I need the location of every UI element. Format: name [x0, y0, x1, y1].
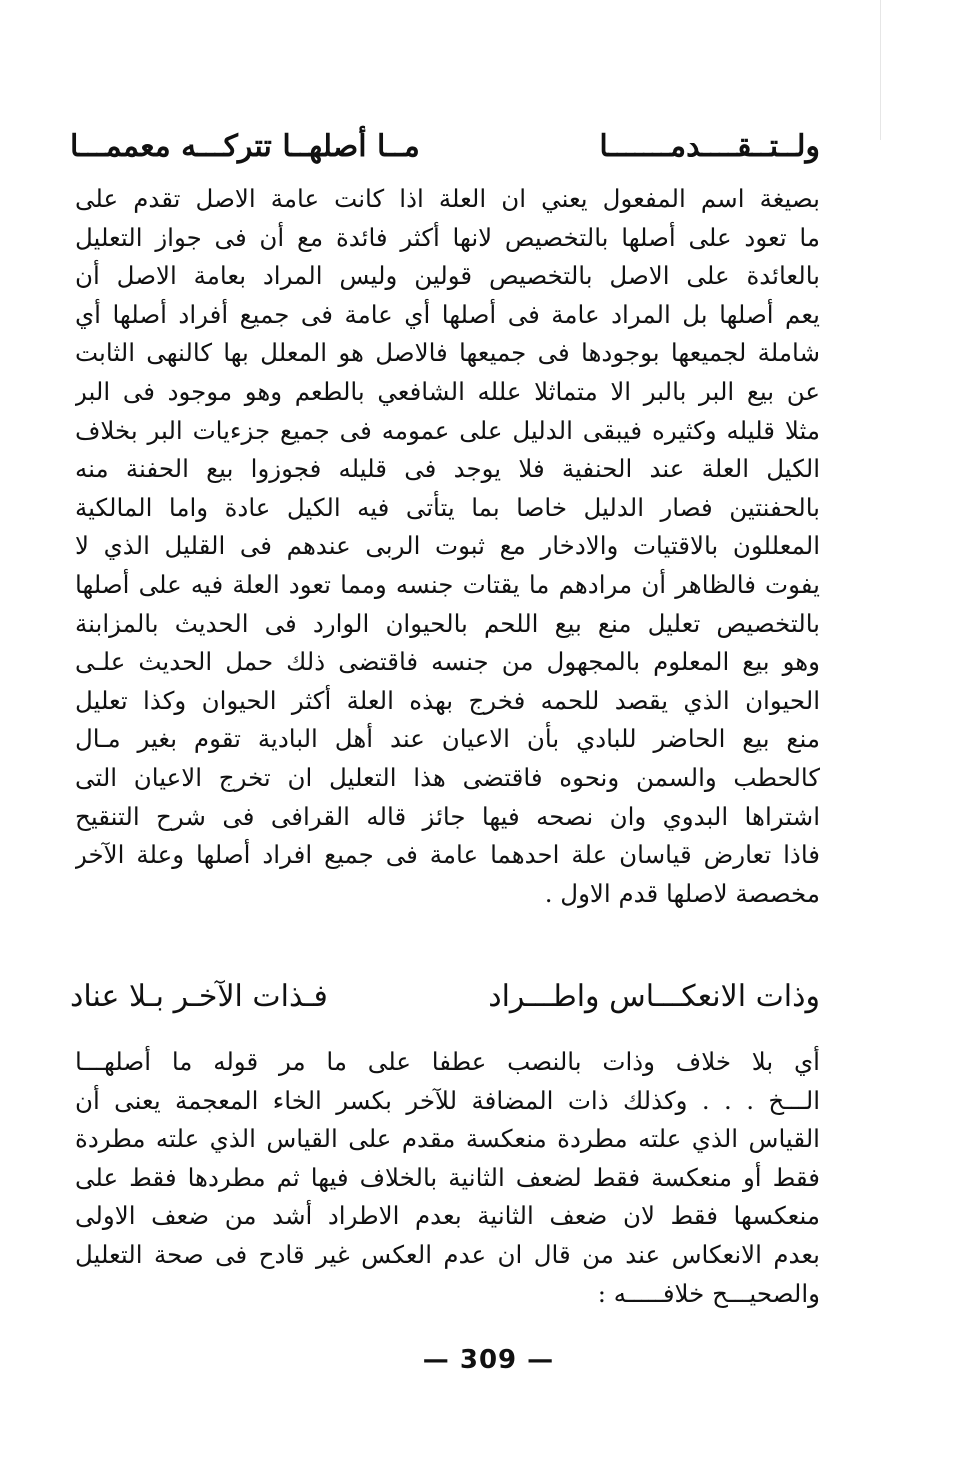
verse-2-right-hemistich: وذات الانعكـــاس واطـــراد [488, 978, 820, 1014]
verse-line-2 [70, 972, 820, 1020]
text-line: منعكسها فقط لان ضعف الثانية بعدم الاطراد أشد من ضعف الاولى [75, 1201, 820, 1231]
scan-edge-line [880, 0, 881, 140]
text-line: بعدم الانعكاس عند من قال ان عدم العكس غير قادح فى صحة التعليل [75, 1239, 820, 1269]
text-line: يفوت فالظاهر أن مرادهم ما يقتات جنسه ومما تعود العلة فيه على أصلها [75, 569, 820, 599]
text-line: مخصصة لاصلها قدم الاول . [544, 878, 820, 908]
text-line: اشتراها البدوي وان نصحه فيها جائز قاله القرافى فى شرح التنقيح [75, 801, 820, 831]
text-line: القياس الذي علته مطردة منعكسة مقدم على القياس الذي علته مطردة [75, 1124, 820, 1154]
verse-1-right-hemistich: ولــتــقــــدمـــــــا [599, 128, 820, 164]
text-line: وهو بيع المعلوم بالمجهول من جنسه فاقتضى ذلك حمل الحديث علـى [75, 647, 820, 677]
text-line: مثلا قليله وكثيره فيبقى الدليل على عمومه فى جميع جزءيات البر بخلاف [75, 415, 820, 445]
verse-line-1 [70, 122, 820, 170]
text-line: ما تعود على أصلها بالتخصيص لانها أكثر فائدة مع أن فى جواز التعليل [75, 222, 820, 252]
text-line: فاذا تعارض قياسان علة احدهما عامة فى جميع افراد أصلها وعلة الآخر [75, 840, 820, 870]
text-line: يعم أصلها بل المراد عامة فى أصلها أي عامة فى جميع أفراد أصلها أي [75, 299, 820, 329]
text-line: بصيغة اسم المفعول يعني ان العلة اذا كانت عامة الاصل تقدم على [75, 184, 820, 213]
text-line: كالحطب والسمن ونحوه فاقتضى هذا التعليل ان تخرج الاعيان التى [75, 762, 820, 792]
text-line: شاملة لجميعها بوجودها فى جميعها فالاصل هو المعلل بها كالنهى الثابت [75, 338, 820, 368]
text-line: فقط أو منعكسة فقط لضعف الثانية بالخلاف فيها ثم مطردها فقط على [75, 1162, 820, 1192]
commentary-paragraph-1 [75, 180, 820, 913]
text-line: المعللون بالاقتيات والادخار مع ثبوت الربى عندهم فى القليل الذي لا [75, 531, 820, 561]
page-number: — 309 — [422, 1345, 555, 1375]
text-line: أي بلا خلاف وذات بالنصب عطفا على ما مر قوله ما أصلهـــا [75, 1047, 820, 1076]
text-line: منع بيع الحاضر للبادي بأن الاعيان عند أهل البادية تقوم بغير مـال [75, 724, 820, 754]
commentary-paragraph-2 [75, 1043, 820, 1313]
text-line: والصحيـــح خلافـــــه : [597, 1278, 820, 1308]
text-line: بالتخصيص تعليل منع بيع اللحم بالحيوان الوارد فى الحديث بالمزابنة [75, 608, 820, 638]
verse-2-left-hemistich: فـذات الآخـر بـلا عناد [70, 978, 328, 1014]
verse-1-left-hemistich: مــا أصلهــا تتركـــه معممـــا [70, 128, 420, 164]
text-line: بالعائدة على الاصل بالتخصيص قولين وليس المراد بعامة الاصل أن [75, 261, 820, 291]
text-line: بالحفنتين فصار الدليل خاصا بما يتأتى فيه الكيل عادة واما المالكية [75, 492, 820, 522]
text-line: عن بيع البر بالبر الا متماثلا علله الشافعي بالطعم وهو موجود فى البر [75, 376, 820, 406]
text-line: الحيوان الذي يقصد للحمه فخرج بهذه العلة أكثر الحيوان وكذا تعليل [75, 685, 820, 715]
text-line: الـــخ . . . وكذلك ذات المضافة للآخر بكسر الخاء المعجمة يعنى أن [75, 1085, 820, 1115]
text-line: الكيل العلة عند الحنفية فلا يوجد فى قليله فجوزوا بيع الحفنة منه [75, 454, 820, 484]
